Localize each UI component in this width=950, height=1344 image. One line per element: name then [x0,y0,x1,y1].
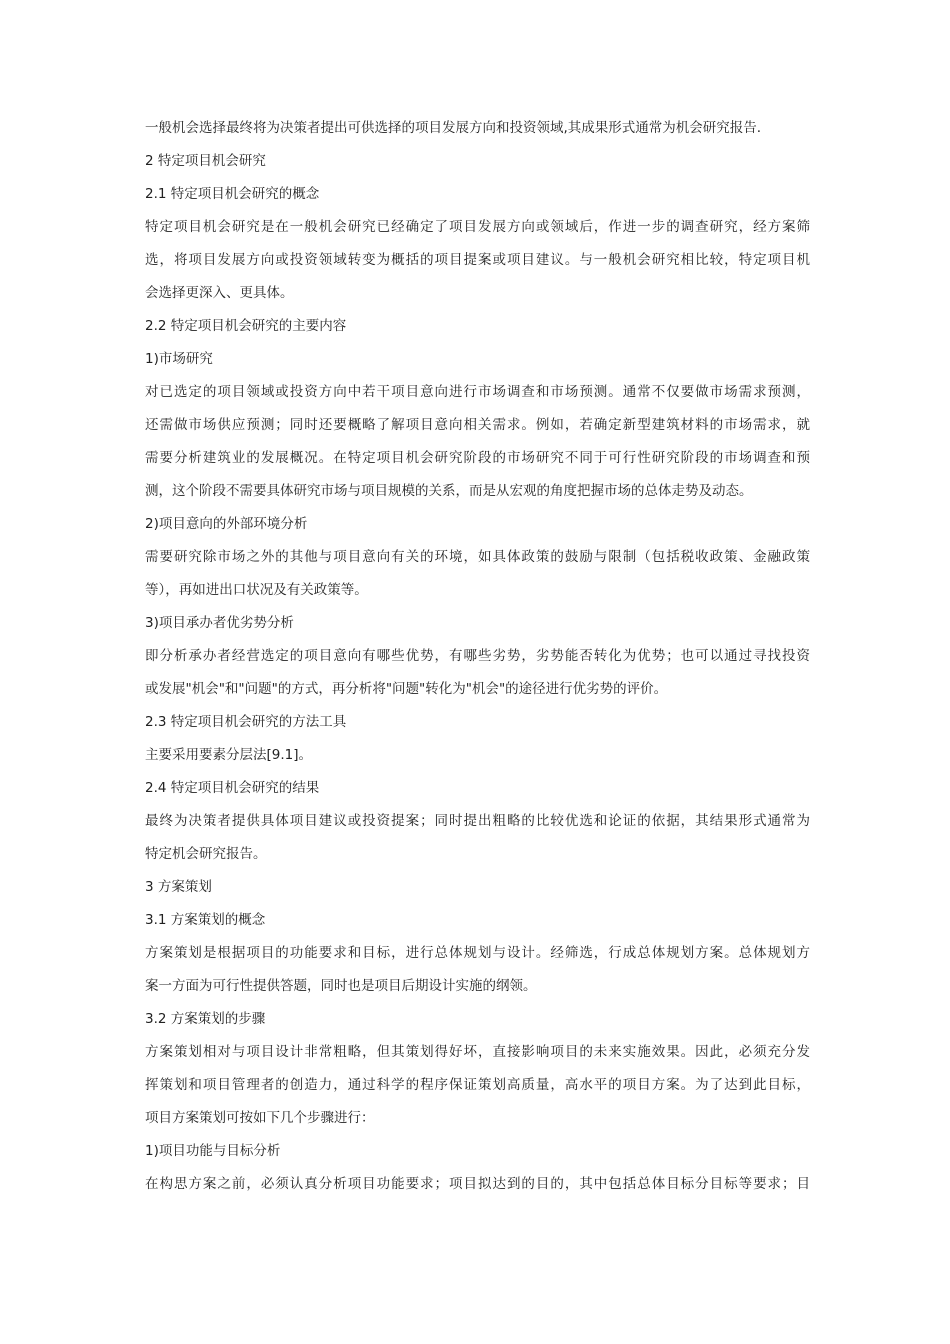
paragraph [145,640,810,706]
document-page [145,112,810,1201]
section-heading: 1)项目功能与目标分析 [145,1143,281,1159]
paragraph [145,805,810,871]
paragraph-line: 案一方面为可行性提供答题，同时也是项目后期设计实施的纲领。 [145,978,537,994]
paragraph [145,1036,810,1135]
paragraph-line: 还需做市场供应预测；同时还要概略了解项目意向相关需求。例如，若确定新型建筑材料的市场需求，就 [145,417,810,433]
paragraph-line: 项目方案策划可按如下几个步骤进行： [145,1110,375,1126]
paragraph-line: 方案策划是根据项目的功能要求和目标，进行总体规划与设计。经筛选，行成总体规划方案。总体规划方 [145,945,810,961]
paragraph-line: 在构思方案之前，必须认真分析项目功能要求；项目拟达到的目的，其中包括总体目标分目标等要求；目 [145,1176,810,1192]
paragraph-line: 特定机会研究报告。 [145,846,267,862]
section-heading: 2.4 特定项目机会研究的结果 [145,780,320,796]
paragraph [145,112,810,145]
paragraph-line: 选，将项目发展方向或投资领域转变为概括的项目提案或项目建议。与一般机会研究相比较，特定项目机 [145,252,810,268]
paragraph-line: 会选择更深入、更具体。 [145,285,294,301]
section-heading: 1)市场研究 [145,351,213,367]
paragraph-line: 即分析承办者经营选定的项目意向有哪些优势，有哪些劣势，劣势能否转化为优势；也可以通过寻找投资 [145,648,810,664]
paragraph [145,1168,810,1201]
section-heading: 3.2 方案策划的步骤 [145,1011,266,1027]
paragraph-line: 等），再如进出口状况及有关政策等。 [145,582,368,598]
section-heading: 3 方案策划 [145,879,212,895]
paragraph-line: 挥策划和项目管理者的创造力，通过科学的程序保证策划高质量，高水平的项目方案。为了达到此目标， [145,1077,810,1093]
paragraph-line: 测，这个阶段不需要具体研究市场与项目规模的关系，而是从宏观的角度把握市场的总体走势及动态。 [145,483,753,499]
section-heading: 3.1 方案策划的概念 [145,912,266,928]
paragraph-line: 对已选定的项目领域或投资方向中若干项目意向进行市场调查和市场预测。通常不仅要做市场需求预测， [145,384,810,400]
paragraph [145,937,810,1003]
section-heading: 2.2 特定项目机会研究的主要内容 [145,318,347,334]
section-heading: 2 特定项目机会研究 [145,153,266,169]
section-heading: 2)项目意向的外部环境分析 [145,516,308,532]
paragraph-line: 需要分析建筑业的发展概况。在特定项目机会研究阶段的市场研究不同于可行性研究阶段的市场调查和预 [145,450,810,466]
paragraph-line: 最终为决策者提供具体项目建议或投资提案；同时提出粗略的比较优选和论证的依据，其结果形式通常为 [145,813,810,829]
section-heading: 3)项目承办者优劣势分析 [145,615,294,631]
section-heading: 2.3 特定项目机会研究的方法工具 [145,714,347,730]
paragraph [145,211,810,310]
paragraph [145,376,810,508]
paragraph-line: 一般机会选择最终将为决策者提出可供选择的项目发展方向和投资领域,其成果形式通常为机会研究报告. [145,120,762,136]
paragraph [145,739,810,772]
paragraph-line: 或发展"机会"和"问题"的方式，再分析将"问题"转化为"机会"的途径进行优劣势的评价。 [145,681,668,697]
paragraph [145,541,810,607]
paragraph-line: 主要采用要素分层法[9.1]。 [145,747,313,763]
section-heading: 2.1 特定项目机会研究的概念 [145,186,320,202]
paragraph-line: 特定项目机会研究是在一般机会研究已经确定了项目发展方向或领域后，作进一步的调查研究，经方案筛 [145,219,810,235]
paragraph-line: 需要研究除市场之外的其他与项目意向有关的环境，如具体政策的鼓励与限制（包括税收政策、金融政策 [145,549,810,565]
paragraph-line: 方案策划相对与项目设计非常粗略，但其策划得好坏，直接影响项目的未来实施效果。因此，必须充分发 [145,1044,810,1060]
